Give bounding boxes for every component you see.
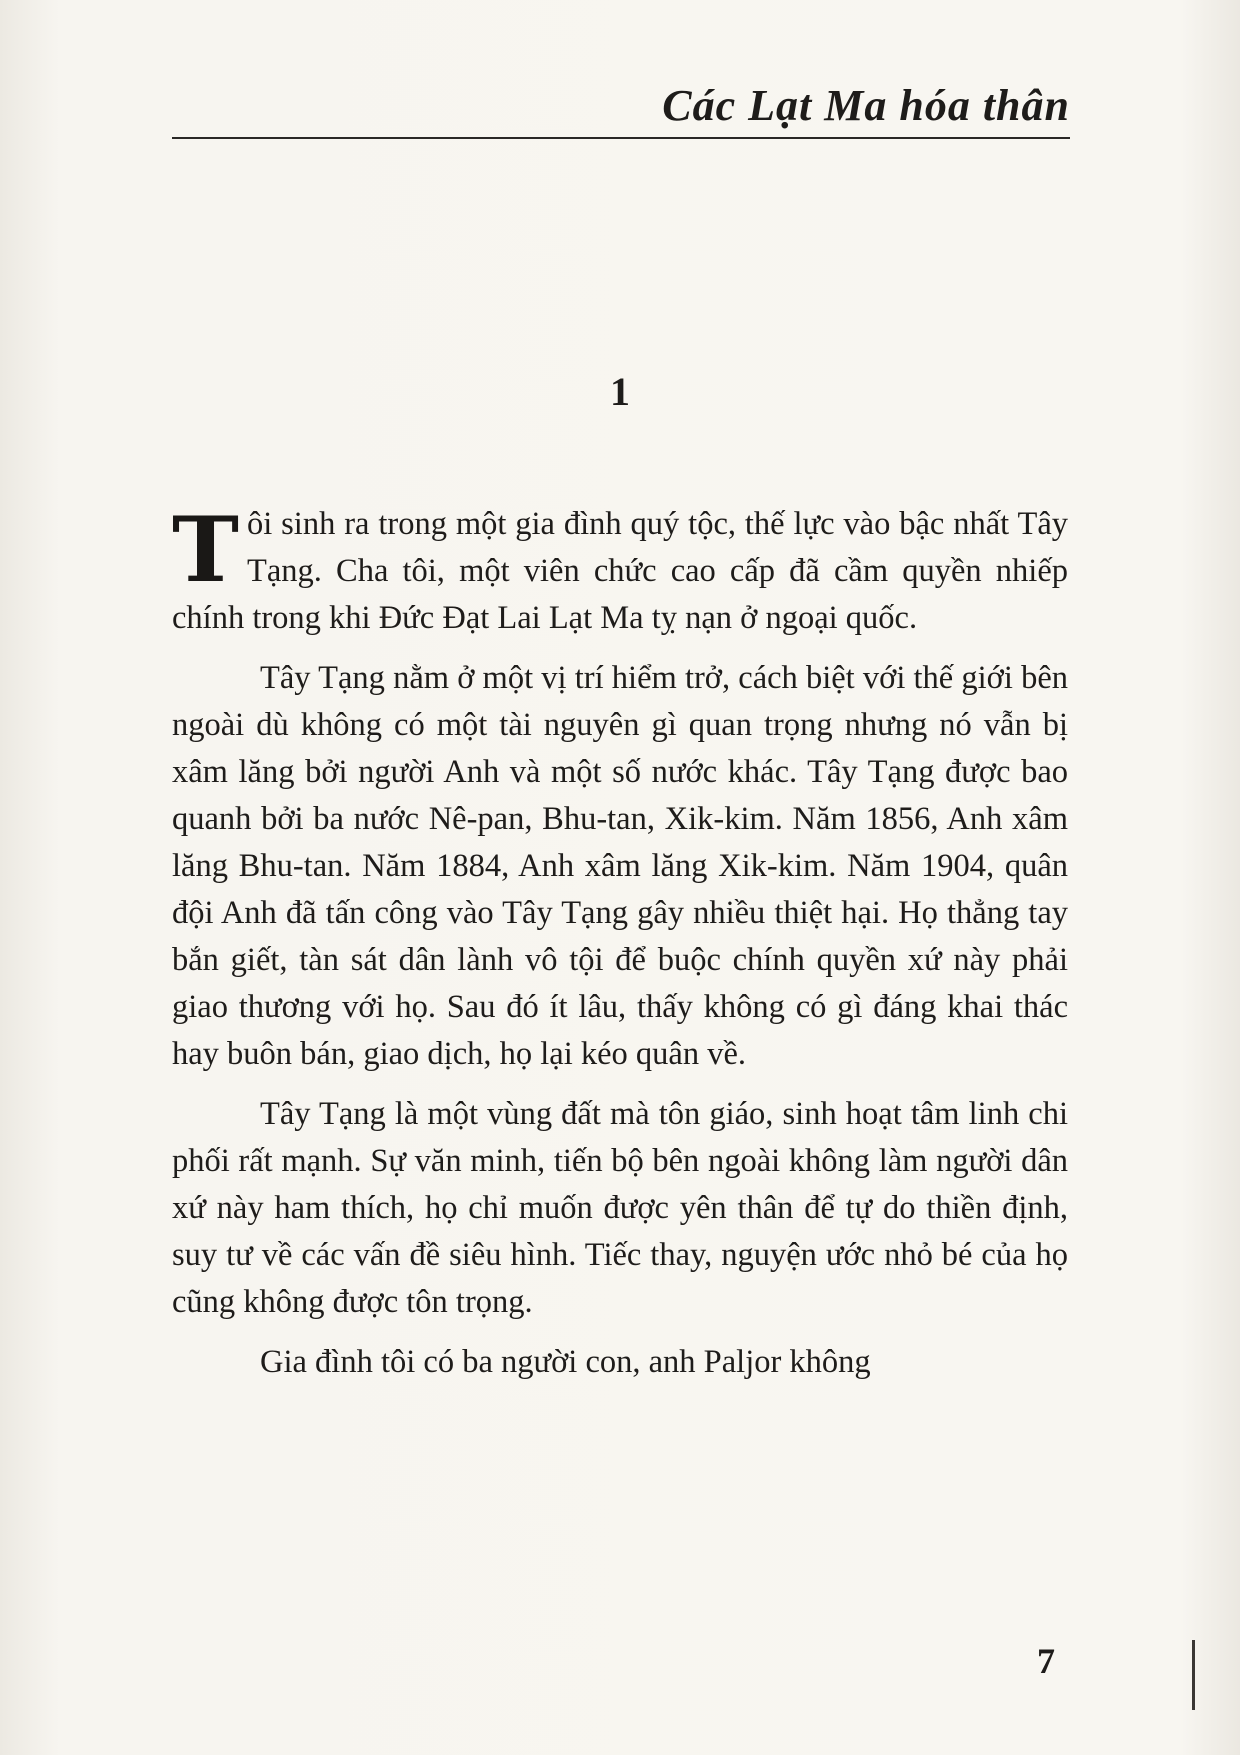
body-text — [172, 497, 1068, 1399]
paragraph-3: Tây Tạng là một vùng đất mà tôn giáo, sinh hoạt tâm linh chi phối rất mạnh. Sự văn minh, tiến bộ bên ngoài không làm người dân xứ này ham thích, họ chỉ muốn được yên thân để tự do thiền định, suy tư về các vấn đề siêu hình. Tiếc thay, nguyện ước nhỏ bé của họ cũng không được tôn trọng. — [172, 1096, 1068, 1320]
page-number: 7 — [1037, 1641, 1055, 1681]
paragraph-2: Tây Tạng nằm ở một vị trí hiểm trở, cách biệt với thế giới bên ngoài dù không có một tài nguyên gì quan trọng nhưng nó vẫn bị xâm lăng bởi người Anh và một số nước khác. Tây Tạng được bao quanh bởi ba nước Nê-pan, Bhu-tan, Xik-kim. Năm 1856, Anh xâm lăng Bhu-tan. Năm 1884, Anh xâm lăng Xik-kim. Năm 1904, quân đội Anh đã tấn công vào Tây Tạng gây nhiều thiệt hại. Họ thẳng tay bắn giết, tàn sát dân lành vô tội để buộc chính quyền xứ này phải giao thương với họ. Sau đó ít lâu, thấy không có gì đáng khai thác hay buôn bán, giao dịch, họ lại kéo quân về. — [172, 660, 1068, 1072]
paragraph-4: Gia đình tôi có ba người con, anh Paljor không — [260, 1344, 871, 1380]
running-head: Các Lạt Ma hóa thân — [662, 81, 1070, 130]
drop-cap: T — [172, 497, 239, 603]
paragraph-1-text: ôi sinh ra trong một gia đình quý tộc, thế lực vào bậc nhất Tây Tạng. Cha tôi, một viên chức cao cấp đã cầm quyền nhiếp chính trong khi Đức Đạt Lai Lạt Ma tỵ nạn ở ngoại quốc. — [172, 506, 1068, 636]
header-rule — [172, 137, 1070, 139]
chapter-number: 1 — [610, 369, 630, 414]
paragraph-1 — [172, 497, 1068, 642]
page-edge-mark — [1192, 1640, 1195, 1710]
